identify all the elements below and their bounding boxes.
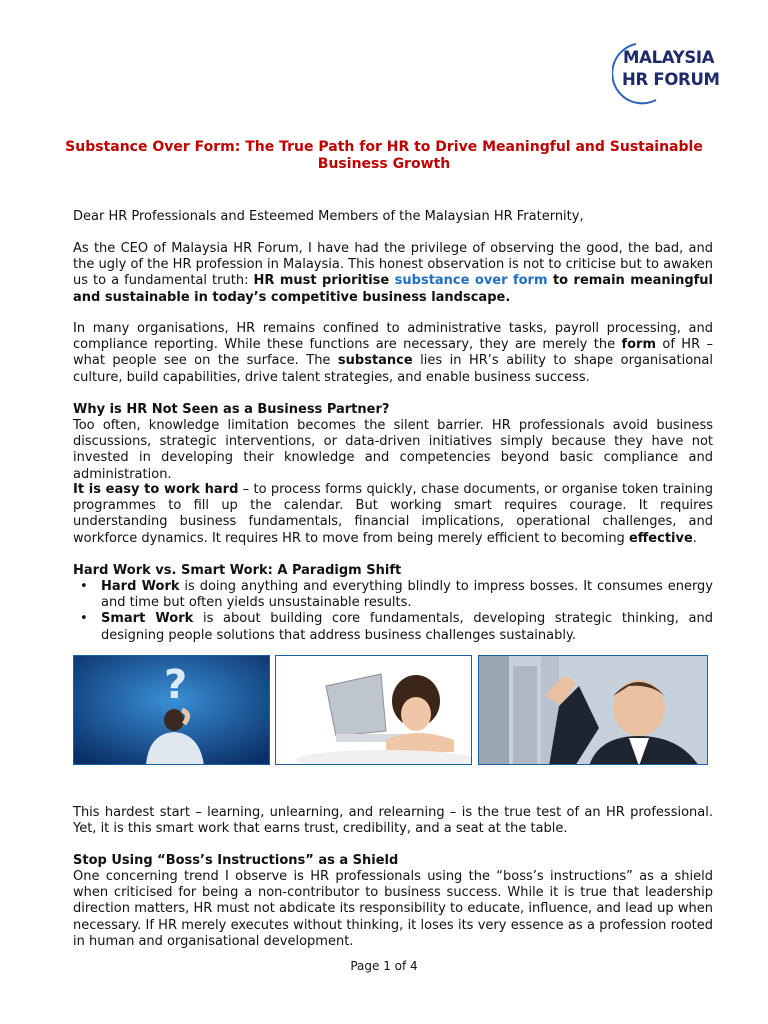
knowledge-paragraph: Too often, knowledge limitation becomes the silent barrier. HR professionals avoid business discussions, strategic interventions, or data-driven initiatives simply because they have not invested in developing their knowledge and competencies beyond basic compliance and administration. bbox=[73, 418, 713, 482]
heading-boss-instructions: Stop Using “Boss’s Instructions” as a Shield bbox=[73, 853, 399, 868]
svg-text:?: ? bbox=[164, 662, 188, 708]
photo-celebrating-businessman bbox=[478, 655, 708, 765]
work-hard-end: . bbox=[692, 530, 697, 546]
intro-paragraph bbox=[73, 241, 713, 306]
form-substance-paragraph bbox=[73, 321, 713, 386]
greeting: Dear HR Professionals and Esteemed Members of the Malaysian HR Fraternity, bbox=[73, 209, 584, 224]
form-bold: form bbox=[621, 337, 657, 353]
intro-bold-lead: HR must prioritise bbox=[253, 273, 395, 289]
page-number: Page 1 of 4 bbox=[350, 959, 418, 973]
relearning-paragraph: This hardest start – learning, unlearning, and relearning – is the true test of an HR professional. Yet, it is this smart work that earns trust, credibility, and a seat at the table. bbox=[73, 805, 713, 837]
bullet-list bbox=[73, 579, 713, 644]
malaysia-hr-forum-logo bbox=[612, 38, 732, 100]
heading-business-partner: Why is HR Not Seen as a Business Partner? bbox=[73, 402, 390, 417]
bullet-term: Hard Work bbox=[101, 579, 180, 594]
work-hard-bold: It is easy to work hard bbox=[73, 482, 239, 497]
effective-bold: effective bbox=[628, 530, 693, 546]
logo-line-1: MALAYSIA bbox=[623, 48, 715, 67]
list-item bbox=[73, 579, 713, 611]
boss-instructions-paragraph: One concerning trend I observe is HR professionals using the “boss’s instructions” as a shield when criticised for being a non-contributor to business success. While it is true that leadership direction matters, HR must not abdicate its responsibility to educate, influence, and lead up when necessary. If HR merely executes without thinking, it loses its very essence as a profession rooted in human and organisational development. bbox=[73, 869, 713, 949]
bullet-text: is about building core fundamentals, developing strategic thinking, and designing people solutions that address business challenges sustainably. bbox=[101, 611, 713, 643]
heading-paradigm-shift: Hard Work vs. Smart Work: A Paradigm Shift bbox=[73, 563, 402, 578]
intro-bold-tail: to remain meaningful and sustainable in today’s competitive business landscape. bbox=[73, 273, 713, 305]
bullet-term: Smart Work bbox=[101, 611, 194, 627]
intro-highlight: substance over form bbox=[394, 273, 548, 289]
form-text-3: lies in HR’s ability to shape organisational culture, build capabilities, drive talent strategies, and enable business success. bbox=[73, 353, 713, 385]
work-hard-paragraph bbox=[73, 482, 713, 547]
document-title: Substance Over Form: The True Path for HR to Drive Meaningful and Sustainable Business Growth bbox=[65, 139, 703, 172]
form-text-1: In many organisations, HR remains confined to administrative tasks, payroll processing, and compliance reporting. While these functions are necessary, they are merely the bbox=[73, 321, 713, 353]
work-hard-text: – to process forms quickly, chase documents, or organise token training programmes to fill up the calendar. But working smart requires courage. It requires understanding business fundamentals, financial implications, operational challenges, and workforce dynamics. It requires HR to move from being merely efficient to becoming bbox=[73, 482, 713, 546]
photo-tired-woman-laptop bbox=[275, 655, 472, 765]
list-item bbox=[73, 611, 713, 643]
intro-text: As the CEO of Malaysia HR Forum, I have had the privilege of observing the good, the bad, and the ugly of the HR profession in Malaysia. This honest observation is not to criticise but to awaken us to a fundamental truth: bbox=[73, 241, 713, 289]
bullet-text: is doing anything and everything blindly to impress bosses. It consumes energy and time but often yields unsustainable results. bbox=[101, 579, 713, 611]
substance-bold: substance bbox=[337, 353, 413, 369]
form-text-2: of HR – what people see on the surface. The bbox=[73, 337, 713, 369]
logo-line-2: HR FORUM bbox=[622, 70, 720, 89]
photo-confused-man bbox=[73, 655, 270, 765]
